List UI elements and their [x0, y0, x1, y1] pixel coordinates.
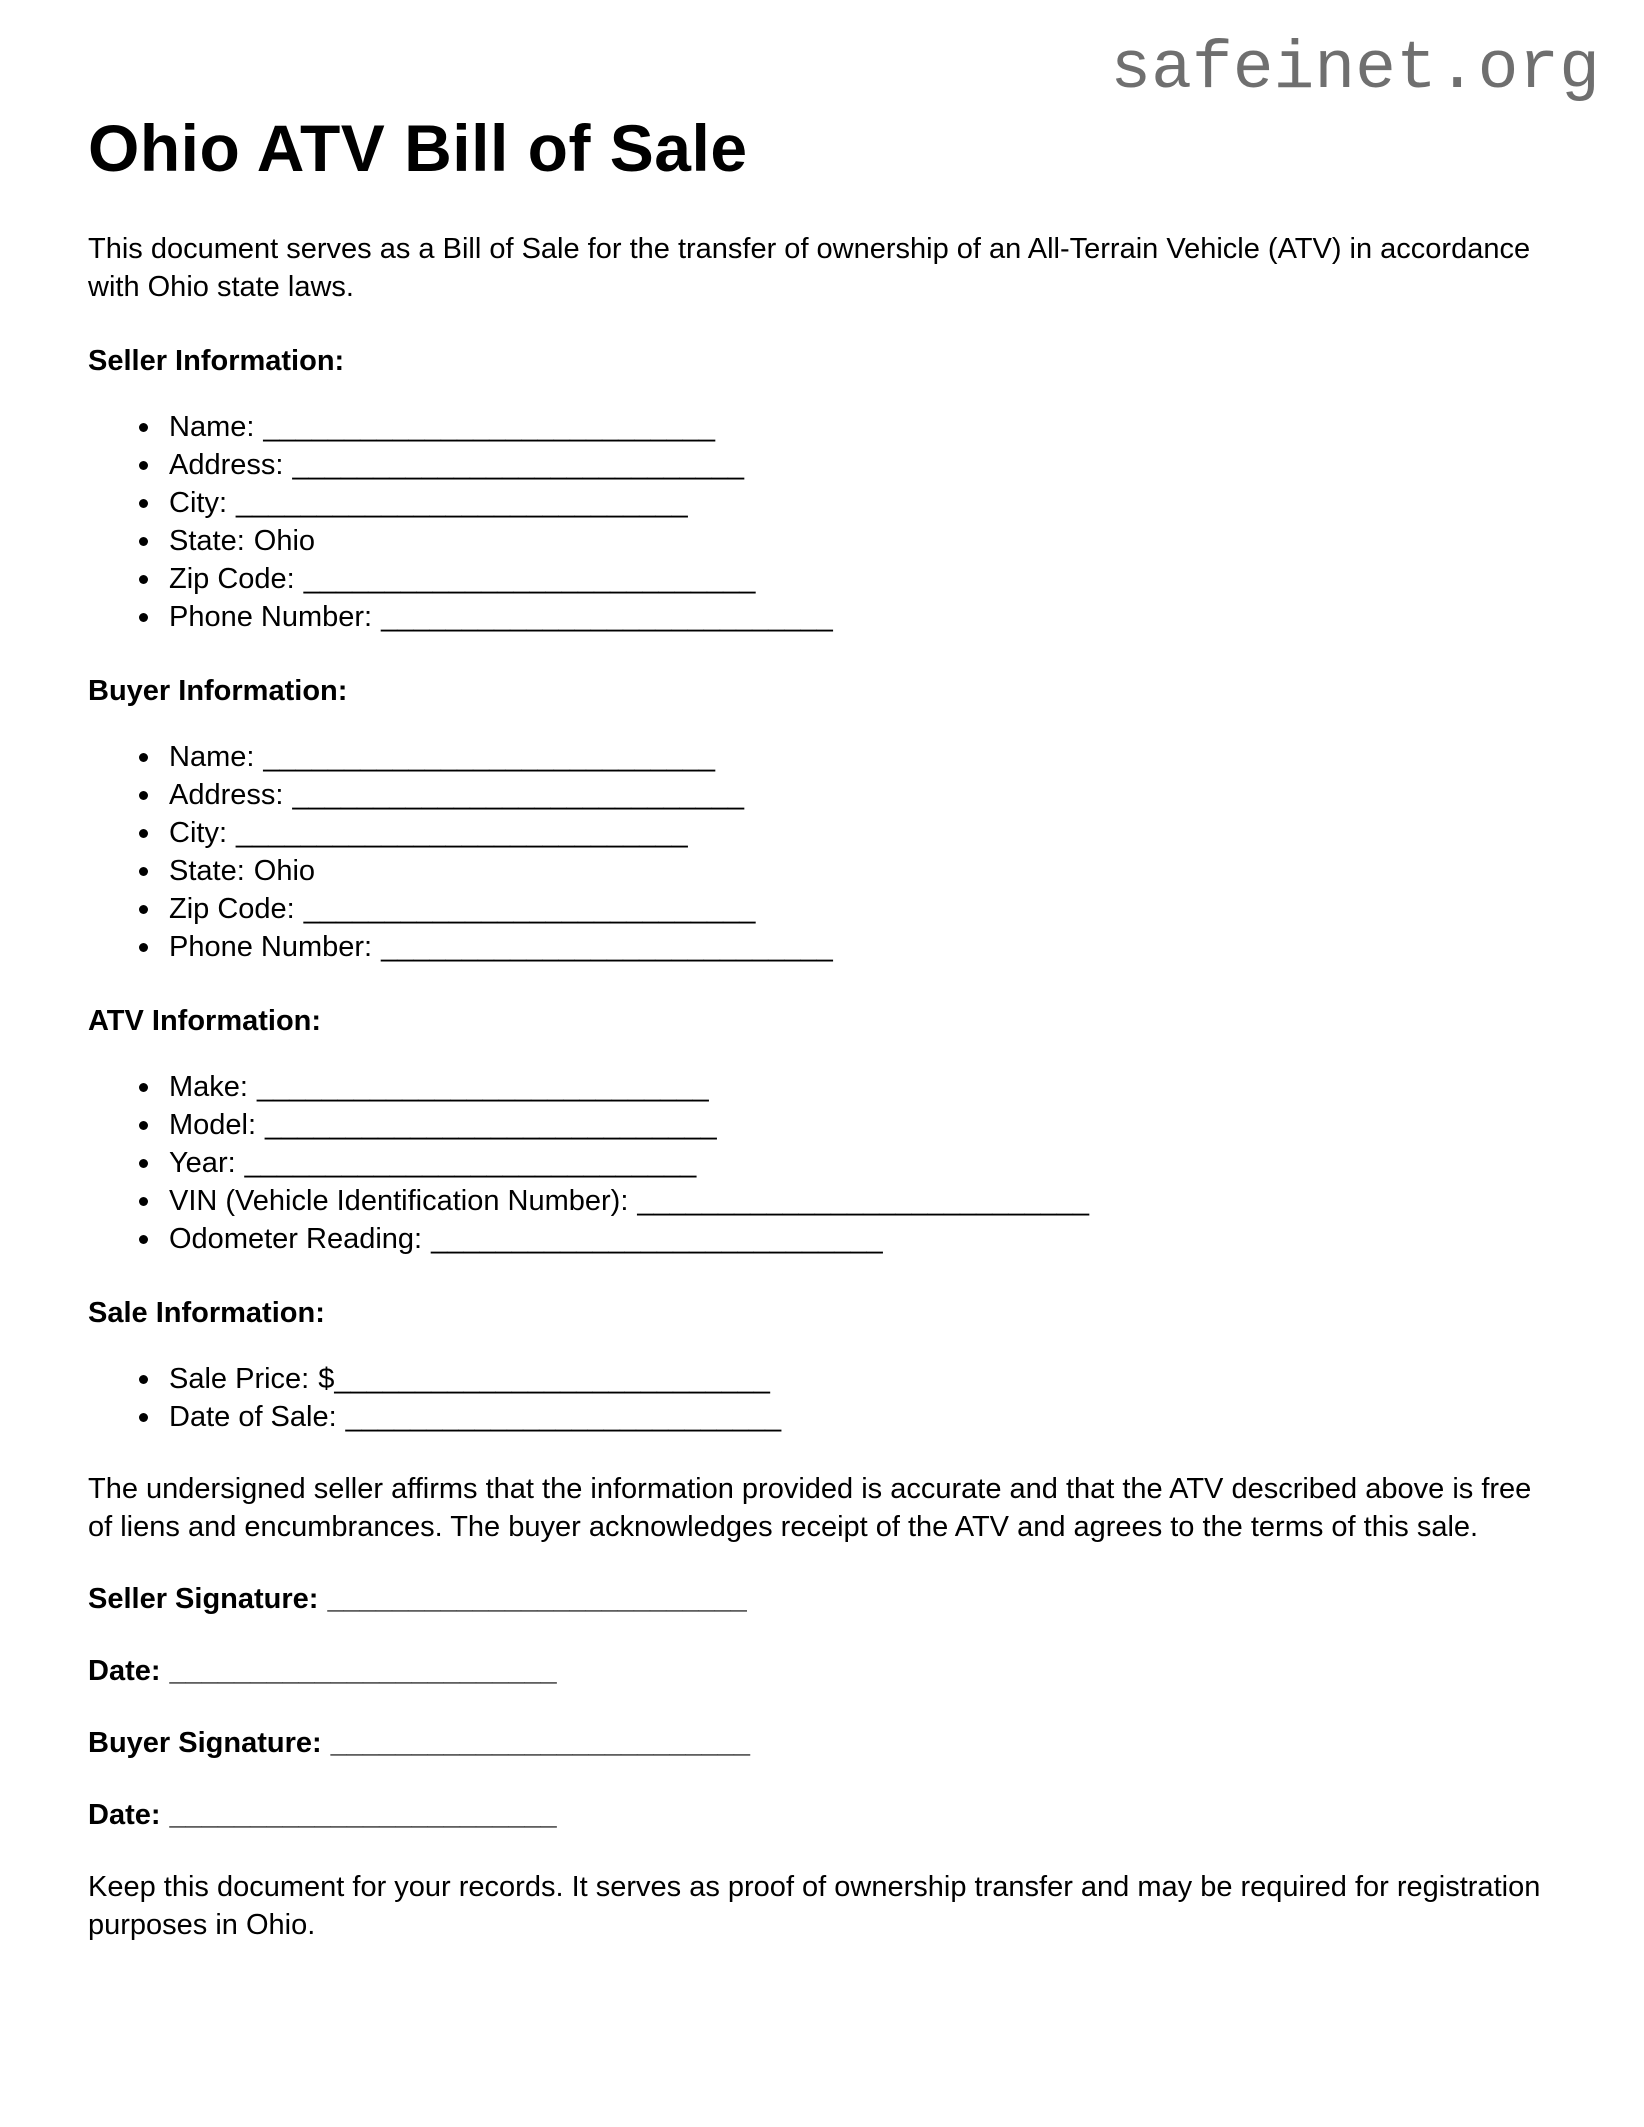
- seller-signature-date-line: [88, 1652, 1556, 1690]
- buyer-signature-date-line: [88, 1796, 1556, 1834]
- atv-year-row: [136, 1144, 1556, 1182]
- seller-state-row: [136, 522, 1556, 560]
- field-label: Odometer Reading:: [169, 1223, 423, 1255]
- footer-paragraph: Keep this document for your records. It serves as proof of ownership transfer and may be required for registration purposes in Ohio.: [88, 1871, 1541, 1941]
- section-heading-seller: Seller Information:: [88, 345, 345, 377]
- field-label: Address:: [169, 779, 284, 811]
- field-blank: ____________________________: [381, 601, 833, 633]
- section-heading-atv: ATV Information:: [88, 1005, 322, 1037]
- field-blank: ____________________________: [265, 1109, 717, 1141]
- signature-label: Seller Signature:: [88, 1583, 319, 1615]
- seller-phone-row: [136, 598, 1556, 636]
- field-blank: ____________________________: [381, 931, 833, 963]
- field-label: Name:: [169, 411, 255, 443]
- field-label: Name:: [169, 741, 255, 773]
- seller-info-list: [88, 408, 1556, 636]
- buyer-signature-line: [88, 1724, 1556, 1762]
- buyer-zip-row: [136, 890, 1556, 928]
- signature-blank: __________________________: [327, 1583, 747, 1615]
- sale-price-row: [136, 1360, 1556, 1398]
- field-label: State:: [169, 525, 245, 557]
- field-label: Sale Price:: [169, 1363, 310, 1395]
- seller-city-row: [136, 484, 1556, 522]
- field-blank: ____________________________: [431, 1223, 883, 1255]
- field-label: Zip Code:: [169, 563, 295, 595]
- field-blank: ____________________________: [292, 779, 745, 811]
- field-label: Year:: [169, 1147, 236, 1179]
- seller-address-row: [136, 446, 1556, 484]
- signature-label: Date:: [88, 1799, 161, 1831]
- intro-paragraph: This document serves as a Bill of Sale for the transfer of ownership of an All-Terrain Vehicle (ATV) in accordance with Ohio state laws.: [88, 233, 1531, 303]
- field-blank: ____________________________: [263, 411, 716, 443]
- field-blank: ____________________________: [303, 893, 756, 925]
- buyer-name-row: [136, 738, 1556, 776]
- signature-label: Date:: [88, 1655, 161, 1687]
- field-blank: $___________________________: [318, 1363, 770, 1395]
- signature-blank: __________________________: [330, 1727, 751, 1759]
- buyer-address-row: [136, 776, 1556, 814]
- atv-info-list: [88, 1068, 1556, 1258]
- field-label: Zip Code:: [169, 893, 295, 925]
- field-blank: ____________________________: [303, 563, 756, 595]
- seller-zip-row: [136, 560, 1556, 598]
- field-blank: ____________________________: [256, 1071, 709, 1103]
- seller-signature-line: [88, 1580, 1556, 1618]
- signature-label: Buyer Signature:: [88, 1727, 322, 1759]
- field-label: Date of Sale:: [169, 1401, 337, 1433]
- buyer-state-row: [136, 852, 1556, 890]
- field-label: VIN (Vehicle Identification Number):: [169, 1185, 629, 1217]
- field-value: Ohio: [253, 855, 316, 887]
- field-blank: ____________________________: [292, 449, 745, 481]
- field-label: City:: [169, 817, 227, 849]
- atv-odometer-row: [136, 1220, 1556, 1258]
- signature-blank: ________________________: [169, 1799, 557, 1831]
- field-blank: ___________________________: [345, 1401, 782, 1433]
- field-blank: ____________________________: [637, 1185, 1089, 1217]
- field-blank: ____________________________: [236, 817, 688, 849]
- buyer-phone-row: [136, 928, 1556, 966]
- field-blank: ____________________________: [244, 1147, 697, 1179]
- section-heading-buyer: Buyer Information:: [88, 675, 348, 707]
- field-blank: ____________________________: [263, 741, 716, 773]
- site-logo: safeinet.org: [1110, 31, 1600, 108]
- atv-model-row: [136, 1106, 1556, 1144]
- field-label: Model:: [169, 1109, 257, 1141]
- buyer-city-row: [136, 814, 1556, 852]
- field-label: Phone Number:: [169, 931, 373, 963]
- atv-vin-row: [136, 1182, 1556, 1220]
- field-label: Phone Number:: [169, 601, 373, 633]
- section-heading-sale: Sale Information:: [88, 1297, 325, 1329]
- field-value: Ohio: [253, 525, 316, 557]
- affirmation-paragraph: The undersigned seller affirms that the information provided is accurate and that the ATV described above is free of liens and encumbrances. The buyer acknowledges receipt of the ATV and agrees to the terms of this sale.: [88, 1473, 1532, 1543]
- seller-name-row: [136, 408, 1556, 446]
- field-label: State:: [169, 855, 245, 887]
- field-label: Make:: [169, 1071, 248, 1103]
- sale-info-list: [88, 1360, 1556, 1436]
- field-blank: ____________________________: [236, 487, 688, 519]
- atv-make-row: [136, 1068, 1556, 1106]
- sale-date-row: [136, 1398, 1556, 1436]
- field-label: City:: [169, 487, 227, 519]
- buyer-info-list: [88, 738, 1556, 966]
- page-title: Ohio ATV Bill of Sale: [88, 111, 748, 185]
- signature-blank: ________________________: [169, 1655, 557, 1687]
- field-label: Address:: [169, 449, 284, 481]
